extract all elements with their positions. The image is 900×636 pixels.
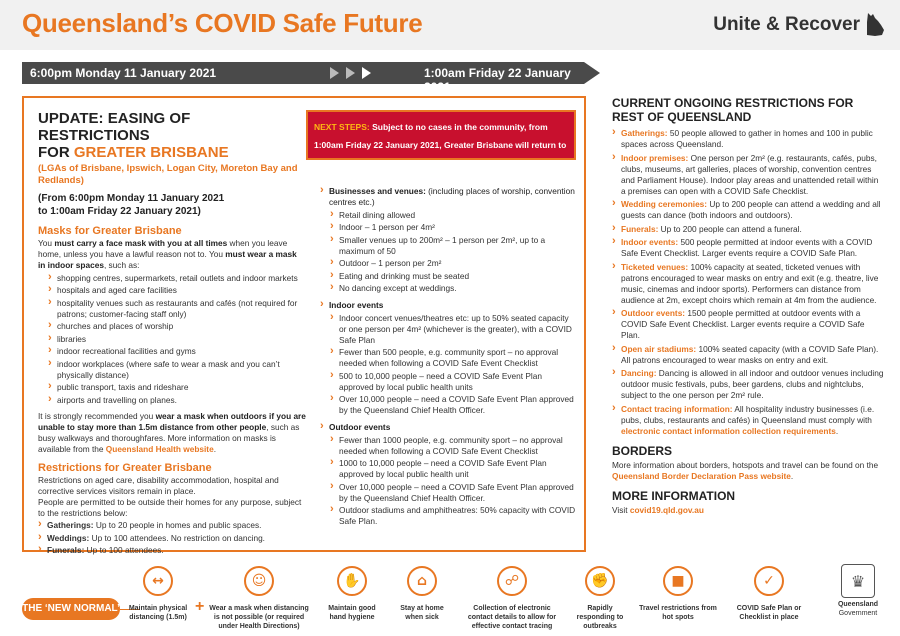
hand-hygiene-icon: ✋ (337, 566, 367, 596)
chevron-right-icon (330, 67, 339, 79)
outdoor-events-heading: › Outdoor events (320, 422, 578, 433)
timeline-start: 6:00pm Monday 11 January 2021 (30, 66, 217, 80)
list-item: › Over 10,000 people – need a COVID Safe Event Plan approved by the Queensland Chief Health Officer. (330, 482, 578, 504)
list-item: › Outdoor stadiums and amphitheatres: 50% capacity with COVID Safe Plan. (330, 505, 578, 527)
businesses-heading: › Businesses and venues: (including places of worship, convention centres etc.) (320, 186, 578, 208)
list-item: › Indoor concert venues/theatres etc: up to 50% seated capacity or one person per 4m² (whichever is the greater), with a COVID Safe Plan (330, 313, 578, 346)
list-item: › Indoor events: 500 people permitted at indoor events with a COVID Safe Event Checklist. Larger events require a COVID Safe Plan. (612, 237, 884, 259)
businesses-list (330, 210, 578, 295)
mask-icon: ☺ (244, 566, 274, 596)
queensland-government-logo: ♛ Queensland Government (830, 564, 886, 618)
timeline-arrow-head (584, 62, 600, 84)
masks-heading: Masks for Greater Brisbane (38, 225, 182, 237)
current-restrictions-column (612, 96, 884, 516)
brand-tagline: Unite & Recover (713, 14, 860, 35)
restrictions-permitted: People are permitted to be outside their homes for any purpose, subject to the restrictions below: (38, 496, 302, 518)
current-restrictions-list (612, 128, 884, 437)
panel-left-column (38, 110, 306, 556)
borders-heading: BORDERS (612, 443, 673, 458)
contact-tracing-icon: ☍ (497, 566, 527, 596)
list-item: › Gatherings: 50 people allowed to gather in homes and 100 in public spaces across Queensland. (612, 128, 884, 150)
masks-outdoor-note: It is strongly recommended you wear a mask when outdoors if you are unable to stay more than 1.5m distance from other people, such as busy walkways and thoroughfares. More information on masks is available from the Queensland Health website. (38, 410, 306, 454)
list-item: › Fewer than 500 people, e.g. community sport – no approval needed when following a COVID Safe Event Checklist (330, 347, 578, 369)
borders-text: More information about borders, hotspots and travel can be found on the Queensland Border Declaration Pass website. (612, 459, 879, 481)
footer-item: ■ Travel restrictions from hot spots (638, 566, 718, 622)
fist-icon: ✊ (585, 566, 615, 596)
list-item: › Contact tracing information: All hospitality industry businesses (i.e. pubs, clubs, restaurants and cafés) in Queensland must comply with electronic contact information collection requirements. (612, 404, 884, 437)
mask-places-list (48, 273, 306, 406)
queensland-health-link[interactable]: Queensland Health website (105, 443, 214, 454)
list-item: › Funerals: Up to 100 attendees. (38, 545, 306, 556)
list-item: › public transport, taxis and rideshare (48, 382, 306, 393)
footer-item: ☺ Wear a mask when distancing is not possible (or required under Health Directions) (208, 566, 310, 631)
new-normal-footer (0, 562, 900, 636)
covid19-site-link[interactable]: covid19.qld.gov.au (629, 504, 704, 515)
list-item: › Funerals: Up to 200 people can attend a funeral. (612, 224, 884, 235)
chevron-right-icon (346, 67, 355, 79)
page-title: Queensland’s COVID Safe Future (22, 8, 423, 38)
list-item: › Open air stadiums: 100% seated capacity (with a COVID Safe Plan). All patrons encouraged to wear masks on entry and exit. (612, 344, 884, 366)
footer-item: ✓ COVID Safe Plan or Checklist in place (726, 566, 812, 622)
next-steps-callout (306, 110, 576, 168)
list-item: › Fewer than 1000 people, e.g. community sport – no approval needed when following a COVID Safe Event Checklist (330, 435, 578, 457)
list-item: › Eating and drinking must be seated (330, 271, 578, 282)
current-restrictions-title: CURRENT ONGOING RESTRICTIONS FOR REST OF QUEENSLAND (612, 96, 854, 124)
footer-item: ⌂ Stay at home when sick (394, 566, 450, 622)
list-item: › Dancing: Dancing is allowed in all indoor and outdoor venues including outdoor music festivals, pubs, beer gardens, clubs and nightclubs, subject to the one person per 2m² rule. (612, 368, 884, 401)
coat-of-arms-icon: ♛ (841, 564, 875, 598)
list-item: › Smaller venues up to 200m² – 1 person per 2m², up to a maximum of 50 (330, 235, 578, 257)
plus-icon: + (195, 598, 205, 615)
distancing-icon: ↔ (143, 566, 173, 596)
footer-item: ✊ Rapidly responding to outbreaks (572, 566, 628, 631)
next-steps-text: Subject to no cases in the community, from 1:00am Friday 22 January 2021, Greater Brisbane will return to the current ongoing restrictions for rest of Queensland. (314, 122, 567, 168)
chevron-right-icon (362, 67, 371, 79)
indoor-events-list (330, 313, 578, 417)
list-item: › hospitality venues such as restaurants and cafés (not required for patrons; customer-facing staff only) (48, 298, 306, 320)
list-item: › 500 to 10,000 people – need a COVID Safe Event Plan approved by local public health units (330, 371, 578, 393)
list-item: › Retail dining allowed (330, 210, 578, 221)
list-item: › Wedding ceremonies: Up to 200 people can attend a wedding and all guests can dance (both indoors and outdoors). (612, 199, 884, 221)
list-item: › Ticketed venues: 100% capacity at seated, ticketed venues with patrons encouraged to wear masks on entry and exit (e.g. theatre, live music, cinemas and indoor sports). Performers can distance from audience at 2m, except choirs which remain at 4m from the audience. (612, 262, 884, 306)
restrictions-visitors: Restrictions on aged care, disability accommodation, hospital and corrective services visitors remain in place. (38, 474, 279, 496)
queensland-map-icon (864, 12, 886, 38)
footer-item: ✋ Maintain good hand hygiene (320, 566, 384, 622)
border-pass-link[interactable]: Queensland Border Declaration Pass website (612, 470, 791, 481)
lga-list: (LGAs of Brisbane, Ipswich, Logan City, Moreton Bay and Redlands) (38, 163, 298, 186)
list-item: › Weddings: Up to 100 attendees. No restriction on dancing. (38, 533, 306, 544)
contact-collection-link[interactable]: electronic contact information collection requirements (621, 425, 836, 436)
restrictions-heading: Restrictions for Greater Brisbane (38, 461, 212, 474)
more-info-heading: MORE INFORMATION (612, 488, 736, 503)
list-item: › Gatherings: Up to 20 people in homes and public spaces. (38, 520, 306, 531)
list-item: › airports and travelling on planes. (48, 395, 306, 406)
list-item: › 1000 to 10,000 people – need a COVID Safe Event Plan approved by local public health unit (330, 458, 578, 480)
list-item: › churches and places of worship (48, 321, 306, 332)
list-item: › Indoor – 1 person per 4m² (330, 222, 578, 233)
footer-item: ↔ Maintain physical distancing (1.5m) (124, 566, 192, 622)
list-item: › hospitals and aged care facilities (48, 285, 306, 296)
list-item: › Indoor premises: One person per 2m² (e.g. restaurants, cafés, pubs, clubs, museums, art galleries, places of worship, convention centres and Parliament House). Indoor play areas and unattended retail within a premises can open with a COVID Safe Checklist. (612, 153, 884, 197)
area-name: GREATER BRISBANE (73, 144, 229, 161)
list-item: › Outdoor – 1 person per 2m² (330, 258, 578, 269)
panel-right-column (320, 186, 578, 527)
list-item: › Outdoor events: 1500 people permitted at outdoor events with a COVID Safe Event Checklist. Larger events require a COVID Safe Plan. (612, 308, 884, 341)
list-item: › No dancing except at weddings. (330, 283, 578, 294)
checklist-icon: ✓ (754, 566, 784, 596)
timeline-bar (22, 62, 584, 94)
restrictions-list (38, 520, 306, 556)
outdoor-events-list (330, 435, 578, 528)
page-header (0, 0, 900, 50)
list-item: › indoor workplaces (where safe to wear a mask and you can’t physically distance) (48, 359, 306, 381)
footer-item: ☍ Collection of electronic contact details to allow for effective contact tracing (462, 566, 562, 631)
next-steps-label: NEXT STEPS: (314, 122, 370, 132)
bus-icon: ■ (663, 566, 693, 596)
list-item: › indoor recreational facilities and gyms (48, 346, 306, 357)
house-icon: ⌂ (407, 566, 437, 596)
timeline-end: 1:00am Friday 22 January 2021 (424, 66, 571, 94)
new-normal-pill: THE ‘NEW NORMAL’ (22, 598, 120, 620)
masks-intro: You must carry a face mask with you at all times when you leave home, unless you have a lawful reason not to. You must wear a mask in indoor spaces, such as: (38, 238, 297, 270)
list-item: › shopping centres, supermarkets, retail outlets and indoor markets (48, 273, 306, 284)
more-info-text: Visit covid19.qld.gov.au (612, 504, 704, 515)
list-item: › libraries (48, 334, 306, 345)
date-range: (From 6:00pm Monday 11 January 2021 to 1:00am Friday 22 January 2021) (38, 193, 225, 217)
list-item: › Over 10,000 people – need a COVID Safe Event Plan approved by the Queensland Chief Health Officer. (330, 394, 578, 416)
indoor-events-heading: › Indoor events (320, 300, 578, 311)
update-title: UPDATE: EASING OF RESTRICTIONS FOR GREATER BRISBANE (38, 110, 229, 161)
